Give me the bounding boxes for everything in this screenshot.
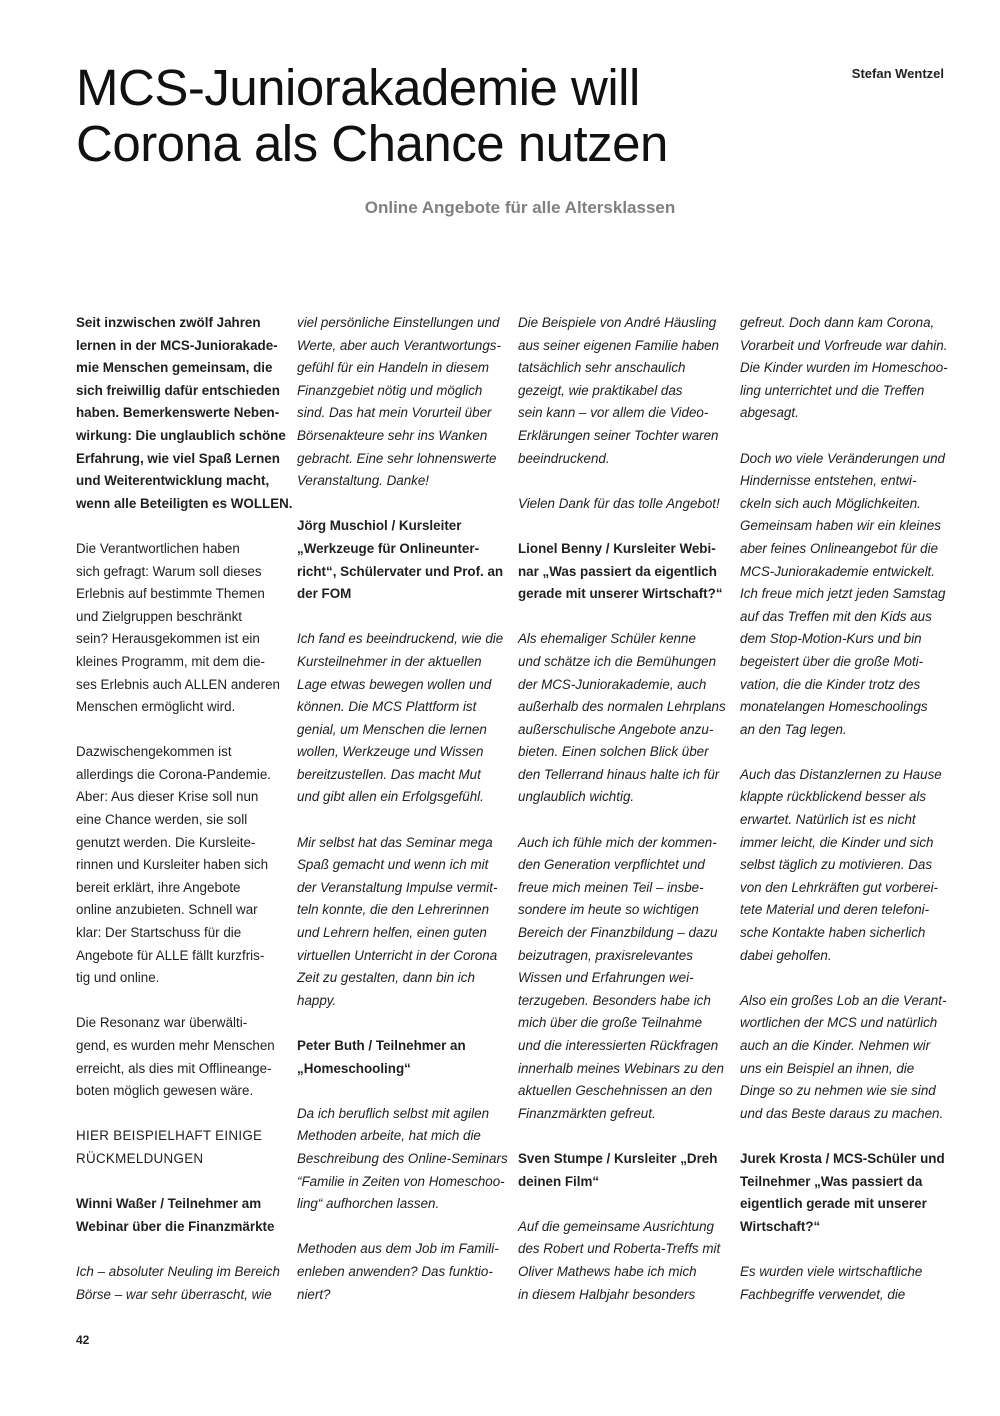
testimonial-quote [518,628,726,809]
text-line: auf das Treffen mit den Kids aus [740,608,932,624]
text-line: Wirtschaft?“ [740,1218,821,1234]
text-line: rinnen und Kursleiter haben sich [76,857,269,873]
text-line: Es wurden viele wirtschaftliche [740,1263,923,1279]
text-line: Oliver Mathews habe ich mich [518,1263,697,1279]
text-column-1 [76,312,293,1329]
text-line: Veranstaltung. Danke! [297,473,430,489]
text-line: Also ein großes Lob an die Verant- [740,992,947,1008]
text-line: Finanzgebiet nötig und möglich [297,382,483,398]
testimonial-author-heading [518,538,726,606]
text-line: ling unterrichtet und die Treffen [740,382,925,398]
testimonial-quote [740,764,948,967]
text-line: selbst täglich zu motivieren. Das [740,857,933,873]
text-line: viel persönliche Einstellungen und [297,315,500,330]
text-line: Erfahrung, wie viel Spaß Lernen [76,450,280,466]
text-line: wollen, Werkzeuge und Wissen [297,744,484,760]
testimonial-quote [297,1103,508,1216]
text-line: außerschulische Angebote anzu- [518,721,714,737]
text-line: Lionel Benny / Kursleiter Webi- [518,540,716,556]
text-line: Vielen Dank für das tolle Angebot! [518,495,720,511]
text-line: Kursteilnehmer in der aktuellen [297,653,482,669]
text-line: wortlichen der MCS und natürlich [740,1015,938,1031]
text-line: Doch wo viele Veränderungen und [740,450,945,466]
text-column-3 [518,312,726,1329]
text-line: und Zielgruppen beschränkt [76,608,243,624]
text-line: tete Material und deren telefoni- [740,902,930,918]
testimonial-author-heading [518,1148,726,1193]
text-line: teln konnte, die den Lehrerinnen [297,902,490,918]
text-line: aktuellen Geschehnissen an den [518,1083,713,1099]
section-heading [76,1125,284,1170]
text-line: Wissen und Erfahrungen wei- [518,970,694,986]
text-line: klappte rückblickend besser als [740,789,927,805]
text-line: genutzt werden. Die Kursleite- [76,834,256,850]
text-line: dem Stop-Motion-Kurs und bin [740,631,922,647]
text-line: gebracht. Eine sehr lohnenswerte [297,450,497,466]
text-line: „Werkzeuge für Onlineunter- [297,540,480,556]
text-line: gezeigt, wie praktikabel das [518,382,683,398]
testimonial-author-heading [76,1193,284,1238]
testimonial-author-heading [740,1148,948,1238]
text-line: aus seiner eigenen Familie haben [518,337,719,353]
text-line: Winni Waßer / Teilnehmer am [76,1196,262,1212]
text-line: Seit inzwischen zwölf Jahren [76,315,261,330]
text-line: des Robert und Roberta-Treffs mit [518,1241,721,1257]
text-line: monatelangen Homeschoolings [740,699,928,715]
text-line: Die Resonanz war überwälti- [76,1015,248,1031]
text-line: boten möglich gewesen wäre. [76,1083,254,1099]
title-line: MCS-Juniorakademie will [76,59,640,116]
text-line: immer leicht, die Kinder und sich [740,834,934,850]
body-paragraph [76,538,284,719]
text-line: Fachbegriffe verwendet, die [740,1286,906,1302]
testimonial-quote [76,1261,284,1306]
text-line: von den Lehrkräften gut vorberei- [740,879,939,895]
text-line: Menschen ermöglicht wird. [76,699,236,715]
text-line: Spaß gemacht und wenn ich mit [297,857,489,873]
text-line: freue mich meinen Teil – insbe- [518,879,704,895]
testimonial-quote [740,990,948,1126]
text-line: erreicht, als dies mit Offlineange- [76,1060,272,1076]
body-paragraph [76,1012,284,1102]
text-line: Zeit zu gestalten, dann bin ich [297,970,475,986]
text-line: abgesagt. [740,405,799,421]
text-line: allerdings die Corona-Pandemie. [76,766,272,782]
text-line: den Tellerrand hinaus halte ich für [518,766,720,782]
text-line: Beschreibung des Online-Seminars [297,1150,508,1166]
text-line: Die Beispiele von André Häusling [518,315,717,330]
text-line: Webinar über die Finanzmärkte [76,1218,275,1234]
text-line: deinen Film“ [518,1173,600,1189]
text-line: dabei geholfen. [740,947,832,963]
text-line: Börse – war sehr überrascht, wie [76,1286,272,1302]
text-line: vation, die die Kinder trotz des [740,676,921,692]
body-paragraph [76,741,284,990]
text-line: eine Chance werden, sie soll [76,812,248,828]
testimonial-quote [740,448,948,742]
text-line: uns ein Beispiel an ihnen, die [740,1060,915,1076]
testimonial-quote [740,312,948,425]
text-column-4 [740,312,948,1329]
text-line: Bereich der Finanzbildung – dazu [518,925,718,941]
text-line: wenn alle Beteiligten es WOLLEN. [76,495,293,511]
text-line: gefreut. Doch dann kam Corona, [740,315,935,330]
text-line: Auch ich fühle mich der kommen- [518,834,717,850]
text-line: kleines Programm, mit dem die- [76,653,266,669]
article-subtitle: Online Angebote für alle Altersklassen [364,198,676,217]
text-line: und das Beste daraus zu machen. [740,1105,944,1121]
text-line: Mir selbst hat das Seminar mega [297,834,493,850]
article-title [76,60,776,172]
text-line: innerhalb meines Webinars zu den [518,1060,724,1076]
text-line: genial, um Menschen die lernen [297,721,487,737]
text-line: happy. [297,992,337,1008]
text-line: Da ich beruflich selbst mit agilen [297,1105,490,1121]
text-line: Sven Stumpe / Kursleiter „Dreh [518,1150,718,1166]
text-line: tatsächlich sehr anschaulich [518,360,686,376]
text-line: aber feines Onlineangebot für die [740,540,939,556]
testimonial-quote [518,493,726,516]
text-line: und Lehrern helfen, einen guten [297,925,487,941]
text-line: beeindruckend. [518,450,610,466]
text-line: bereitzustellen. Das macht Mut [297,766,481,782]
text-line: ckeln sich auch Möglichkeiten. [740,495,921,511]
text-line: Auf die gemeinsame Ausrichtung [518,1218,715,1234]
text-line: klar: Der Startschuss für die [76,925,242,941]
text-line: Lage etwas bewegen wollen und [297,676,492,692]
text-line: MCS-Juniorakademie entwickelt. [740,563,935,579]
text-line: beizutragen, praxisrelevantes [518,947,693,963]
testimonial-quote [297,832,505,1013]
text-line: können. Die MCS Plattform ist [297,699,477,715]
text-line: Börsenakteure sehr ins Wanken [297,427,488,443]
text-line: tig und online. [76,970,160,986]
text-line: und gibt allen ein Erfolgsgefühl. [297,789,484,805]
text-line: enleben anwenden? Das funktio- [297,1263,493,1279]
text-line: richt“, Schülervater und Prof. an [297,563,504,579]
text-line: gerade mit unserer Wirtschaft?“ [518,586,723,602]
text-line: mich über die große Teilnahme [518,1015,703,1031]
text-line: ses Erlebnis auch ALLEN anderen [76,676,280,692]
text-line: auch an die Kinder. Nehmen wir [740,1038,931,1053]
text-line: Werte, aber auch Verantwortungs- [297,337,501,353]
text-line: Auch das Distanzlernen zu Hause [740,766,942,782]
text-line: unglaublich wichtig. [518,789,635,805]
text-line: wirkung: Die unglaublich schöne [76,427,286,443]
text-line: und schätze ich die Bemühungen [518,653,717,669]
text-line: virtuellen Unterricht in der Corona [297,947,498,963]
text-line: Die Kinder wurden im Homeschoo- [740,360,948,376]
testimonial-quote [518,1216,726,1306]
text-line: Aber: Aus dieser Krise soll nun [76,789,259,805]
text-line: niert? [297,1286,331,1302]
text-line: sein kann – vor allem die Video- [518,405,709,421]
text-line: sind. Das hat mein Vorurteil über [297,405,492,421]
text-line: Die Verantwortlichen haben [76,540,240,556]
text-line: Angebote für ALLE fällt kurzfris- [76,947,265,963]
testimonial-quote [740,1261,948,1306]
text-line: Ich fand es beeindruckend, wie die [297,631,504,647]
testimonial-quote [518,312,726,470]
text-line: Methoden arbeite, hat mich die [297,1128,481,1144]
text-line: Ich freue mich jetzt jeden Samstag [740,586,946,602]
text-line: der MCS-Juniorakademie, auch [518,676,707,692]
text-line: gend, es wurden mehr Menschen [76,1038,275,1053]
text-line: haben. Bemerkenswerte Neben- [76,405,280,421]
text-line: Jurek Krosta / MCS-Schüler und [740,1150,945,1166]
text-line: Vorarbeit und Vorfreude war dahin. [740,337,948,353]
text-line: RÜCKMELDUNGEN [76,1150,204,1166]
author-name: Stefan Wentzel [851,66,944,81]
text-column-2 [297,312,508,1329]
page-number: 42 [76,1333,90,1347]
intro-paragraph [76,312,293,515]
text-line: und Weiterentwicklung macht, [76,473,270,489]
text-line: Methoden aus dem Job im Famili- [297,1241,499,1257]
text-line: in diesem Halbjahr besonders [518,1286,696,1302]
text-line: Ich – absoluter Neuling im Bereich [76,1263,280,1279]
text-line: HIER BEISPIELHAFT EINIGE [76,1128,263,1144]
text-line: begeistert über die große Moti- [740,653,924,669]
text-line: “Familie in Zeiten von Homeschoo- [297,1173,505,1189]
text-line: Dazwischengekommen ist [76,744,232,760]
text-line: der FOM [297,586,352,602]
text-line: Hindernisse entstehen, entwi- [740,473,917,489]
text-line: Peter Buth / Teilnehmer an [297,1038,466,1053]
text-line: Erklärungen seiner Tochter waren [518,427,719,443]
testimonial-quote [518,832,726,1126]
text-line: online anzubieten. Schnell war [76,902,258,918]
testimonial-author-heading [297,1035,505,1080]
text-line: und die interessierten Rückfragen [518,1038,719,1053]
text-line: Gemeinsam haben wir ein kleines [740,518,941,534]
text-line: sich gefragt: Warum soll dieses [76,563,262,579]
text-line: Erlebnis auf bestimmte Themen [76,586,265,602]
text-line: Als ehemaliger Schüler kenne [518,631,696,647]
text-line: Jörg Muschiol / Kursleiter [297,518,462,534]
text-line: sondere im heute so wichtigen [518,902,699,918]
text-line: ling“ aufhorchen lassen. [297,1196,440,1212]
text-line: „Homeschooling“ [297,1060,411,1076]
text-line: terzugeben. Besonders habe ich [518,992,711,1008]
text-line: nar „Was passiert da eigentlich [518,563,717,579]
text-line: mie Menschen gemeinsam, die [76,360,273,376]
text-line: an den Tag legen. [740,721,847,737]
testimonial-quote [297,1238,505,1306]
text-line: eigentlich gerade mit unserer [740,1196,927,1212]
text-line: Finanzmärkten gefreut. [518,1105,656,1121]
text-line: bieten. Einen solchen Blick über [518,744,709,760]
text-line: lernen in der MCS-Juniorakade- [76,337,278,353]
text-line: gefühl für ein Handeln in diesem [297,360,490,376]
title-line: Corona als Chance nutzen [76,115,668,172]
text-line: den Generation verpflichtet und [518,857,705,873]
text-line: sche Kontakte haben sicherlich [740,925,926,941]
text-line: sich freiwillig dafür entschieden [76,382,280,398]
text-line: erwartet. Natürlich ist es nicht [740,812,916,828]
testimonial-quote [297,628,505,809]
testimonial-author-heading [297,515,505,605]
testimonial-quote [297,312,505,493]
text-line: der Veranstaltung Impulse vermit- [297,879,498,895]
text-line: sein? Herausgekommen ist ein [76,631,260,647]
text-line: bereit erklärt, ihre Angebote [76,879,241,895]
text-line: Teilnehmer „Was passiert da [740,1173,923,1189]
text-line: Dinge so zu nehmen wie sie sind [740,1083,936,1099]
text-line: außerhalb des normalen Lehrplans [518,699,726,715]
